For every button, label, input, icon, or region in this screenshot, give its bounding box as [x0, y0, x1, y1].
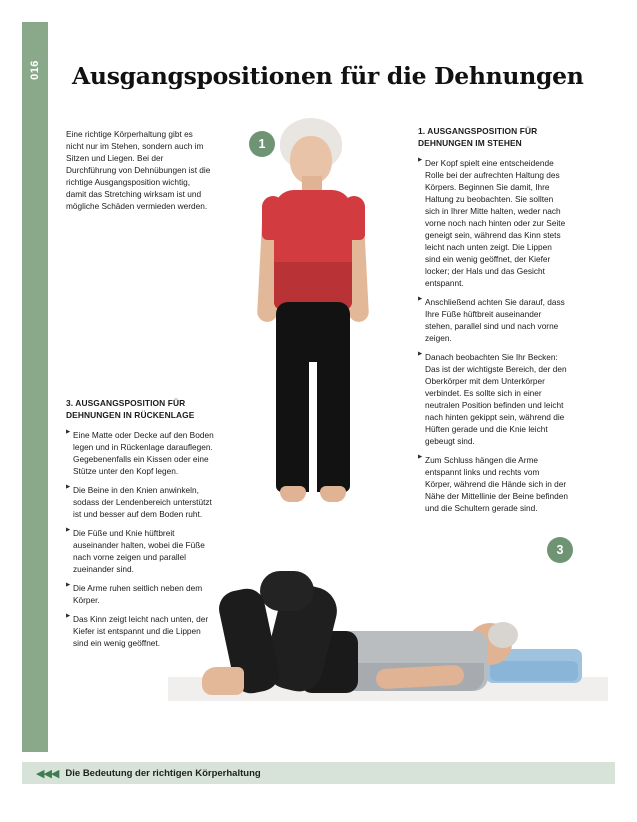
standing-leg-gap [309, 362, 317, 494]
lying-knee [260, 571, 314, 611]
page-number-label: 016 [28, 60, 41, 80]
footer-label: Die Bedeutung der richtigen Körperhaltung [65, 767, 261, 779]
section-standing-heading: 1. AUSGANGSPOSITION FÜR DEHNUNGEN IM STEHEN [418, 126, 538, 148]
standing-right-foot [320, 486, 346, 502]
section-lying-bullet: ▶ Die Füße und Knie hüftbreit auseinander halten, wobei die Füße nach vorne zeigen und parallel zueinander sind. [66, 527, 216, 575]
standing-left-sleeve [262, 196, 284, 240]
page-title: Ausgangspositionen für die Dehnungen [72, 62, 584, 90]
section-standing-column [418, 126, 568, 521]
figure-badge-3: 3 [547, 537, 573, 563]
section-lying-heading: 3. AUSGANGSPOSITION FÜR DEHNUNGEN IN RÜCKENLAGE [66, 398, 195, 420]
section-lying-bullet: ▶ Die Arme ruhen seitlich neben dem Körper. [66, 582, 216, 606]
photo-standing-woman [224, 112, 414, 532]
lying-pillow-fold [490, 661, 578, 681]
section-standing-bullet: ▶ Danach beobachten Sie Ihr Becken: Das ist der wichtigste Bereich, der den Oberkörper mit dem Unterkörper verbindet. Es sollte sich in einer neutralen Position befinden und leicht nach hinten gekippt sein, während die Hüften gerade und die Knie leicht gebeugt sind. [418, 351, 568, 447]
intro-paragraph: Eine richtige Körperhaltung gibt es nicht nur im Stehen, sondern auch im Sitzen und Liegen. Bei der Durchführung von Dehnübungen ist die richtige Ausgangsposition wichtig, damit das Stretching wirksam ist und mögliche Schäden vermieden werden. [66, 129, 211, 212]
intro-column [66, 128, 212, 219]
left-accent-bar [22, 22, 48, 752]
footer-bar [22, 762, 615, 784]
lying-foot [202, 667, 244, 695]
figure-badge-1: 1 [249, 131, 275, 157]
page-number [22, 46, 48, 94]
section-standing-bullet: ▶ Anschließend achten Sie darauf, dass Ihre Füße hüftbreit auseinander stehen, parallel sind und nach vorne zeigen. [418, 296, 568, 344]
back-arrows-icon: ◀◀◀ [36, 767, 59, 780]
section-standing-bullet: ▶ Zum Schluss hängen die Arme entspannt links und rechts vom Körper, während die Hände sich in der Nähe der Mittellinie der Beine befinden und die Schultern gerade sind. [418, 454, 568, 514]
section-standing-bullet: ▶ Der Kopf spielt eine entscheidende Rolle bei der aufrechten Haltung des Körpers. Beginnen Sie damit, Ihre Haltung zu beobachten. Sie sollten sich in Ihrer Mitte halten, weder nach vorne noch nach hinten oder zur Seite geneigt sein, während das Kinn stets leicht nach unten zeigt. Die Lippen sind ein wenig geöffnet, der Kiefer locker; der Hals und das Gesicht entspannt. [418, 157, 568, 289]
section-lying-bullet: ▶ Das Kinn zeigt leicht nach unten, der Kiefer ist entspannt und die Lippen sind ein wenig geöffnet. [66, 613, 216, 649]
section-lying-bullet: ▶ Die Beine in den Knien anwinkeln, sodass der Lendenbereich unterstützt ist und besser auf dem Boden ruht. [66, 484, 216, 520]
section-lying-bullet: ▶ Eine Matte oder Decke auf den Boden legen und in Rückenlage darauflegen. Gegebenenfalls ein Kissen oder eine Stütze unter den Kopf legen. [66, 429, 216, 477]
standing-left-foot [280, 486, 306, 502]
lying-hair [488, 622, 518, 648]
standing-right-sleeve [343, 196, 365, 240]
photo-lying-man [168, 527, 608, 745]
